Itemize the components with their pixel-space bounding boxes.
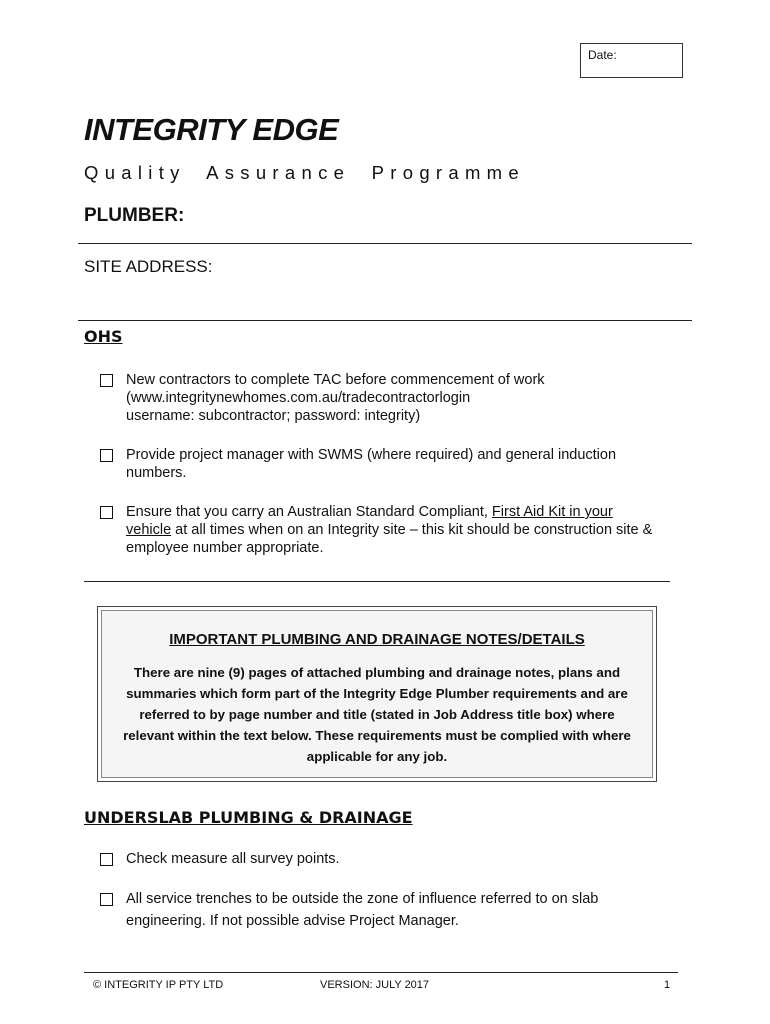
ohs-item-tac-line1: New contractors to complete TAC before commencement of work xyxy=(126,372,545,388)
checkbox[interactable] xyxy=(100,449,113,462)
date-label: Date: xyxy=(588,48,617,62)
ohs-item-swms-text: Provide project manager with SWMS (where required) and general induction numbers. xyxy=(126,447,617,481)
checkbox[interactable] xyxy=(100,506,113,519)
site-address-label: SITE ADDRESS: xyxy=(84,257,213,276)
checkbox[interactable] xyxy=(100,853,113,866)
plumber-label: PLUMBER: xyxy=(84,205,185,226)
first-aid-text-end: at all times when on an Integrity site – this kit should be construction site & employee number appropriate. xyxy=(126,522,653,556)
underslab-heading: UNDERSLAB PLUMBING & DRAINAGE xyxy=(84,808,413,827)
document-subtitle: Quality Assurance Programme xyxy=(84,162,525,183)
plumbing-notes-box xyxy=(97,606,657,782)
first-aid-text-start: Ensure that you carry an Australian Standard Compliant, xyxy=(126,504,492,520)
ohs-item-swms xyxy=(100,446,660,482)
footer-page-number: 1 xyxy=(664,979,671,991)
plumber-underline xyxy=(78,243,692,244)
first-aid-kit-emphasis: First Aid Kit in your vehicle xyxy=(126,504,613,538)
underslab-item-trenches xyxy=(100,888,660,932)
plumbing-notes-body: There are nine (9) pages of attached plumbing and drainage notes, plans and summaries which form part of the Integrity Edge Plumber requirements and are referred to by page number and title (stated in Job Address title box) where relevant within the text below. These requirements must be complied with where applicable for any job. xyxy=(123,665,631,764)
ohs-item-tac xyxy=(100,371,660,425)
ohs-item-first-aid xyxy=(100,503,660,557)
ohs-heading: OHS xyxy=(84,327,123,346)
ohs-item-tac-line2: (www.integritynewhomes.com.au/tradecontractorlogin xyxy=(126,390,471,406)
plumbing-notes-title: IMPORTANT PLUMBING AND DRAINAGE NOTES/DETAILS xyxy=(169,631,585,648)
checkbox[interactable] xyxy=(100,893,113,906)
document-title: INTEGRITY EDGE xyxy=(84,112,339,147)
underslab-item-trenches-text: All service trenches to be outside the zone of influence referred to on slab engineering. If not possible advise Project Manager. xyxy=(126,891,599,929)
date-field[interactable] xyxy=(580,43,683,78)
underslab-item-survey xyxy=(100,850,660,868)
footer-version: VERSION: JULY 2017 xyxy=(320,979,430,991)
footer-copyright: © INTEGRITY IP PTY LTD xyxy=(93,979,224,991)
section-divider xyxy=(84,581,670,582)
ohs-item-tac-line3: username: subcontractor; password: integrity) xyxy=(126,408,421,424)
site-address-underline xyxy=(78,320,692,321)
footer-rule xyxy=(84,972,678,973)
underslab-item-survey-text: Check measure all survey points. xyxy=(126,851,340,867)
checkbox[interactable] xyxy=(100,374,113,387)
